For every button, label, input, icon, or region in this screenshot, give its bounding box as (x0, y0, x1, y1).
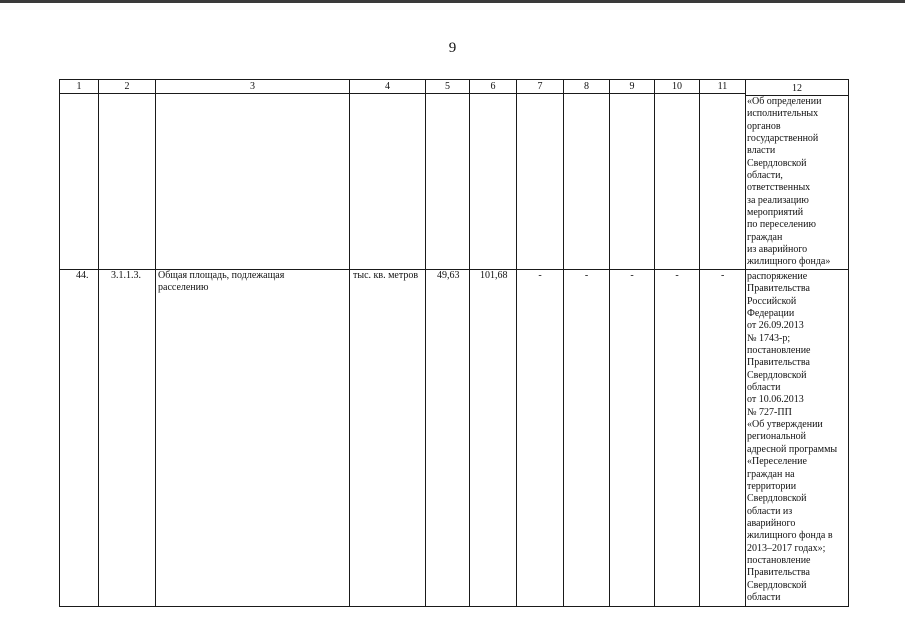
header-col-6: 6 (490, 81, 496, 92)
page-number: 9 (448, 40, 457, 56)
col-border (848, 79, 849, 607)
col-border (609, 79, 610, 607)
header-col-7: 7 (537, 81, 543, 92)
row-value-col9: - (630, 270, 634, 281)
continuation-col12-text: «Об определении исполнительных органов государственной власти Свердловской области, ответственных за реализацию мероприятий по переселению граждан из аварийного жилищного фонда» (747, 96, 831, 268)
row-number: 44. (76, 270, 89, 281)
row-value-col7: - (538, 270, 542, 281)
header-divider (59, 93, 745, 94)
col-border (654, 79, 655, 607)
row-name: Общая площадь, подлежащая расселению (158, 270, 285, 294)
col-border (349, 79, 350, 607)
col-border (59, 79, 60, 607)
header-col-10: 10 (672, 81, 682, 92)
header-col-9: 9 (629, 81, 635, 92)
col-border (425, 79, 426, 607)
header-col-8: 8 (584, 81, 589, 92)
header-col-12: 12 (792, 83, 802, 94)
scan-top-edge (0, 0, 905, 3)
col-border (516, 79, 517, 607)
row-value-col11: - (721, 270, 725, 281)
col-border (98, 79, 99, 607)
col-border (563, 79, 564, 607)
row-value-col6: 101,68 (480, 270, 508, 281)
row-value-col5: 49,63 (437, 270, 460, 281)
row-value-col8: - (584, 270, 589, 281)
row-unit: тыс. кв. метров (353, 270, 419, 281)
row-value-col10: - (675, 270, 679, 281)
col-border (699, 79, 700, 607)
table-border-bottom (59, 606, 849, 607)
row-code: 3.1.1.3. (111, 270, 141, 281)
header-col-11: 11 (717, 81, 728, 92)
header-col-3: 3 (250, 81, 255, 92)
program-table (59, 79, 849, 607)
col-border (469, 79, 470, 607)
col-border (745, 79, 746, 607)
row-col12-text: распоряжение Правительства Российской Федерации от 26.09.2013 № 1743-р; постановление Правительства Свердловской области от 10.06.2013 № 727-ПП «Об утверждении региональной адресной программы «Переселение граждан на территории Свердловской области из аварийного жилищного фонда в 2013–2017 годах»; постановление Правительства Свердловской области (747, 271, 838, 603)
col-border (155, 79, 156, 607)
header-col-1: 1 (76, 81, 82, 92)
header-col-4: 4 (385, 81, 390, 92)
header-col-2: 2 (124, 81, 130, 92)
header-col-5: 5 (445, 81, 450, 92)
